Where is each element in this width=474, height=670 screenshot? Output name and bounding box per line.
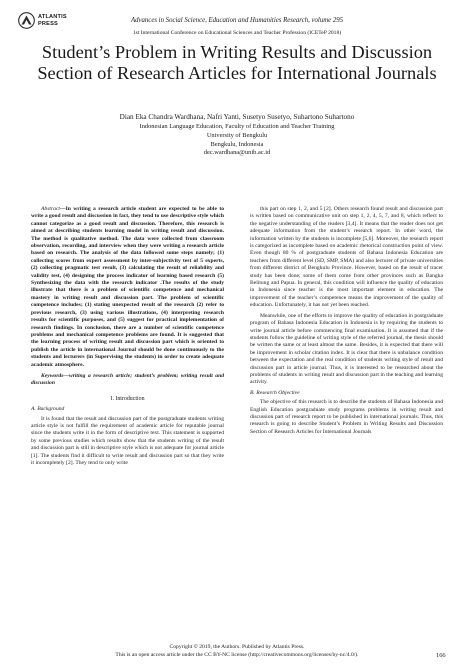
author-affiliation	[0, 123, 474, 158]
left-column	[31, 206, 224, 467]
subsection-heading-background: A. Background	[31, 406, 65, 413]
paper-authors: Dian Eka Chandra Wardhana, Nafri Yanti, Susetyo Susetyo, Suhartono Suhartono	[119, 113, 355, 121]
background-paragraph: It is found that the result and discussion part of the postgraduate students writing article style is not fulfill the requirement of academic article for reputable journal since the students write it in the form of descriptive text. This statement is supported by some previous studies which results show that the students writing of the result and discussion part is still in descriptive style which is not adequate for journal article [1]. The students find it difficult to write result and discussion part so that they write it incompletely [2]. They tend to only write	[31, 415, 224, 466]
copyright-notice: Copyright © 2019, the Authors. Published by Atlantis Press.	[169, 644, 305, 650]
body-paragraph-2: Meanwhile, one of the efforts to improve the quality of education in postgraduate program of Bahasa Indonesia Education in Indonesia is by requiring the students to write journal article before commencing final examination. It is assumed that if the students follow the guideline of writing style of the referred journal, the thesis should be written the same or at least almost the same. Besides, it is expected that there will be improvement in scholar citation index. It is clear that there is unbalance condition between the expectation and the real condition of students writing style of result and discussion part in article journal. Thus, it is interested to be researched about the problems of students in writing result and discussion part in the teaching and learning activity.	[250, 312, 443, 386]
journal-header: Advances in Social Science, Education and Humanities Research, volume 295	[130, 17, 344, 24]
page-footer	[0, 643, 474, 659]
section-heading-introduction: I. Introduction	[110, 395, 145, 402]
affiliation-university: University of Bengkulu	[206, 131, 268, 139]
publisher-name-line2: PRESS	[38, 20, 58, 27]
affiliation-department: Indonesian Language Education, Faculty of Education and Teacher Training	[139, 123, 335, 130]
conference-header: 1st International Conference on Educational Sciences and Teacher Profession (ICETeP 2018)	[132, 30, 342, 36]
abstract-text: —In writing a research article student are expected to be able to write a good result and discussion in fact, they tend to use descriptive style which cannot categorize as a good result and discussion. Therefore, this research is aimed at describing students learning model in writing result and discussion. The method is qualitative method. The data were collected from classroom observation, recording, and interview when they were writing a research article based on research. The analysis of the data followed some steps namely; (1) collecting scores from expert assessment by inter-subjectivity test of 5 experts, (2) collecting pragmatic test result, (3) calculating the result of reliability and validity test, (4) designing the process indicator of learning based research (5) Synthesizing the data with the research indicator .The results of the study illustrate that there is a problem of scientific competence and mechanical mastery in writing result and discussion part. The problem of scientific competence includes; (1) stating unexpected result of the research (2) refer to previous research, (3) using various illustrations, (4) interpreting research results for scientific purposes, and (5) suggest for practical implementation of research findings. In conclusion, there are a number of scientific competence problems and mechanical competence problems are found. It is suggested that the learning process of writing result and discussion part which is oriented to publish the article in international Journal should be done continuously to the students and lecturers (in Supervising the students) in order to create adequate academic atmosphere.	[31, 206, 224, 368]
publisher-name-line1: ATLANTIS	[38, 14, 67, 21]
objective-paragraph: The objective of this research is to describe the students of Bahasa Indonesia and English Education postgraduate study programs problems in writing result and discussion part of research report to be published in international journals. Thus, this research is going to describe Student’s Problem in Writing Results and Discussion Section of Research Articles for International Journals	[250, 399, 443, 435]
page-number: 166	[436, 652, 446, 659]
license-notice: This is an open access article under the CC BY-NC license (http://creativecommons.org/licenses/by-nc/4.0/).	[115, 652, 359, 658]
author-email: dec.wardhana@unib.ac.id	[203, 149, 271, 157]
abstract-label: Abstract	[41, 206, 60, 212]
right-column	[250, 206, 443, 436]
paper-title: Student’s Problem in Writing Results and Discussion Section of Research Articles for International Journals	[37, 42, 437, 83]
body-paragraph-1: this part on step 1, 2, and 5 [2]. Others research found result and discussion part is written based on communicative unit on step 1, 2, 4, 5, 7, and 8, which reflect to the negative understanding of the readers [3,4]. It means that the reader does not get adequate information from the student’s research report. In other word, the information written by the students is incomplete [5,6]. Moreover, the research report is categorized as incomplete based on academic rhetorical construction point of view. Even though 80 % of postgraduate students of Bahasa Indonesia Education are teachers from different level (SD, SMP, SMA) and also lecturer of private universities from different district of Bengkulu Province. However, based on the result of tracer study has been done; some of them come from other provinces such as Bangka Belitung and Papua. In general, this condition will influence the quality of education in Indonesia since teacher is the most important element in education. The improvement of the teacher’s competence means the improvement of the quality of education. Unfortunately, it has not yet been reached.	[250, 206, 443, 309]
subsection-heading-objective: B. Research Objective	[250, 389, 300, 396]
affiliation-location: Bengkulu, Indonesia	[210, 140, 264, 148]
abstract	[31, 206, 224, 369]
keywords: Keywords—writing a research article; student’s problem; writing result and discussion	[31, 372, 224, 387]
